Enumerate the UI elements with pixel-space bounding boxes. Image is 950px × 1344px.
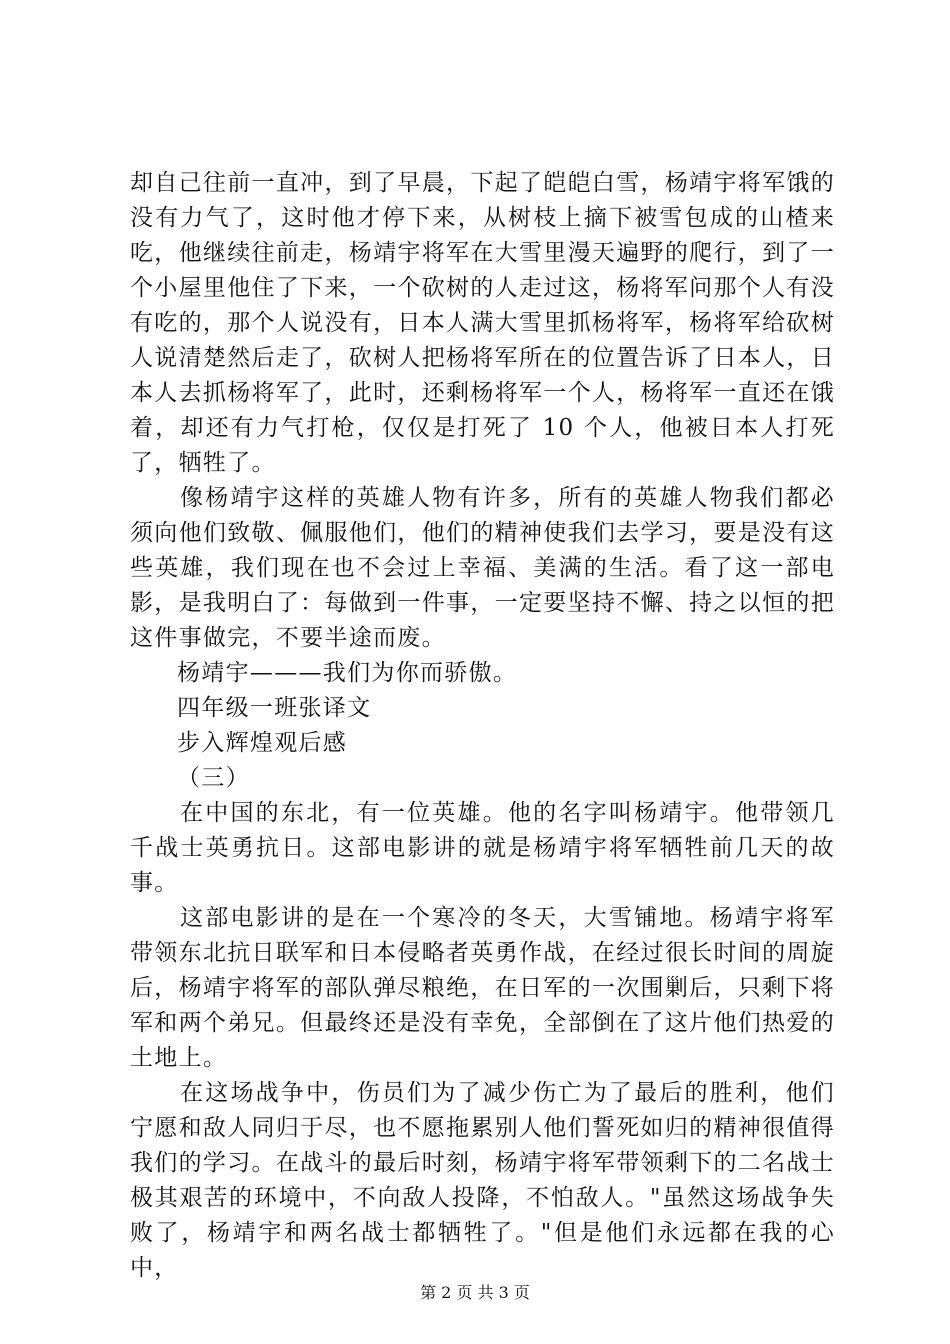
page-number: 第 2 页 共 3 页 [420, 1283, 530, 1302]
author-line: 四年级一班张译文 [177, 695, 372, 721]
document-body [130, 166, 835, 1286]
page-footer [0, 1280, 950, 1303]
essay-title: 步入辉煌观后感 [177, 730, 348, 756]
paragraph-heroes: 像杨靖宇这样的英雄人物有许多，所有的英雄人物我们都必须向他们致敬、佩服他们，他们的精神使我们去学习，要是没有这些英雄，我们现在也不会过上幸福、美满的生活。看了这一部电影，是我明白了：每做到一件事，一定要坚持不懈、持之以恒的把这件事做完，不要半途而废。 [130, 485, 835, 651]
paragraph-battle: 在这场战争中，伤员们为了减少伤亡为了最后的胜利，他们宁愿和敌人同归于尽，也不愿拖累别人他们誓死如归的精神很值得我们的学习。在战斗的最后时刻，杨靖宇将军带领剩下的二名战士极其艰苦的环境中，不向敌人投降，不怕敌人。"虽然这场战争失败了，杨靖宇和两名战士都牺牲了。"但是他们永远都在我的心中， [130, 1080, 835, 1281]
section-number: （三） [177, 765, 250, 791]
paragraph-intro: 在中国的东北，有一位英雄。他的名字叫杨靖宇。他带领几千战士英勇抗日。这部电影讲的就是杨靖宇将军牺牲前几天的故事。 [130, 800, 835, 896]
paragraph-continuation: 却自己往前一直冲，到了早晨，下起了皑皑白雪，杨靖宇将军饿的没有力气了，这时他才停下来，从树枝上摘下被雪包成的山楂来吃，他继续往前走，杨靖宇将军在大雪里漫天遍野的爬行，到了一个小屋里他住了下来，一个砍树的人走过这，杨将军问那个人有没有吃的，那个人说没有，日本人满大雪里抓杨将军，杨将军给砍树人说清楚然后走了，砍树人把杨将军所在的位置告诉了日本人，日本人去抓杨将军了，此时，还剩杨将军一个人，杨将军一直还在饿着，却还有力气打枪，仅仅是打死了 10 个人，他被日本人打死了，牺牲了。 [130, 170, 835, 476]
paragraph-proud: 杨靖宇———我们为你而骄傲。 [177, 660, 518, 686]
paragraph-story: 这部电影讲的是在一个寒冷的冬天，大雪铺地。杨靖宇将军带领东北抗日联军和日本侵略者英勇作战，在经过很长时间的周旋后，杨靖宇将军的部队弹尽粮绝，在日军的一次围剿后，只剩下将军和两个弟兄。但最终还是没有幸免，全部倒在了这片他们热爱的土地上。 [130, 905, 835, 1071]
